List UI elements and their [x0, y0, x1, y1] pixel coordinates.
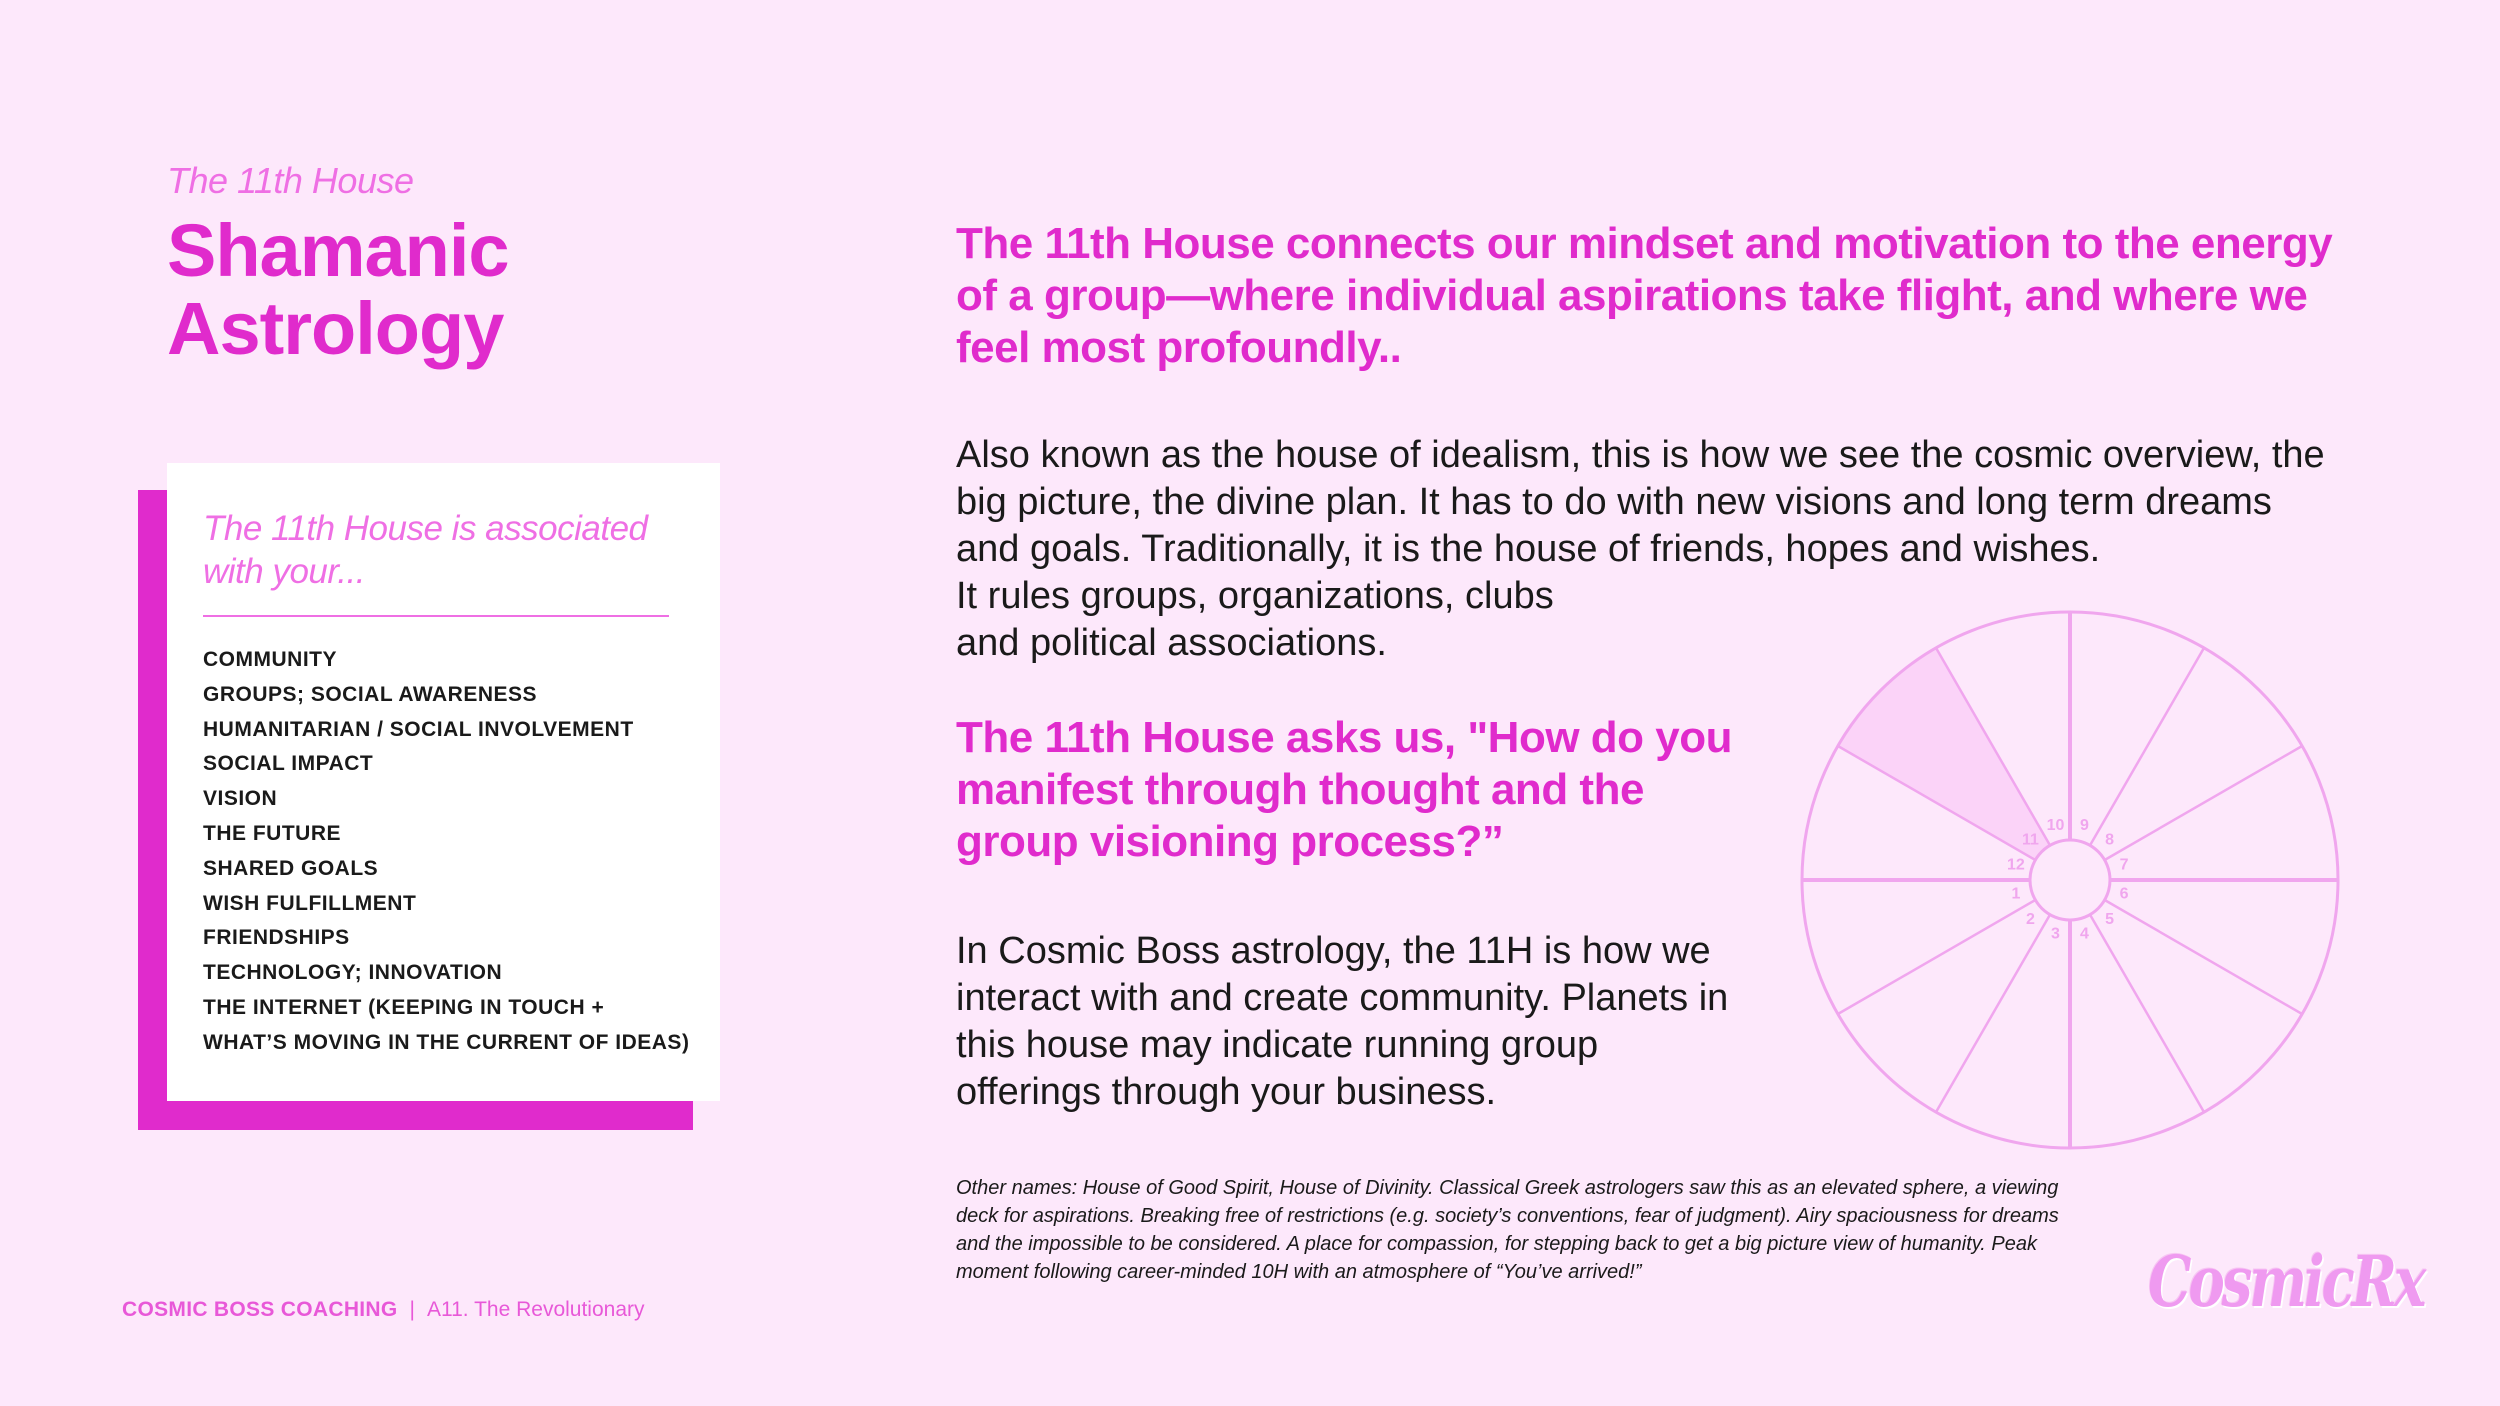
- house-number-label: 10: [2046, 817, 2065, 835]
- house-question: The 11th House asks us, "How do you manifest through thought and the group visioning process?”: [956, 713, 1732, 866]
- list-item: TECHNOLOGY; INNOVATION: [203, 961, 503, 985]
- house-cusp-line: [2105, 746, 2302, 860]
- list-item: THE INTERNET (KEEPING IN TOUCH +: [203, 995, 605, 1019]
- highlighted-house-sector: [1838, 648, 2050, 860]
- list-item: SOCIAL IMPACT: [203, 752, 374, 776]
- cosmic-boss-paragraph: In Cosmic Boss astrology, the 11H is how we interact with and create community. Planets in this house may indicate running group offerings through your business.: [956, 930, 1729, 1113]
- page-title: Shamanic Astrology: [167, 209, 509, 370]
- house-cusp-line: [2105, 900, 2302, 1014]
- house-number-label: 7: [2119, 856, 2129, 874]
- footer-separator: |: [409, 1298, 415, 1321]
- house-cusp-line: [2090, 915, 2204, 1112]
- idealism-tail: It rules groups, organizations, clubs and political associations.: [956, 575, 1554, 664]
- list-item: THE FUTURE: [203, 821, 341, 845]
- house-cusp-line: [2090, 648, 2204, 845]
- other-names-footnote: Other names: House of Good Spirit, House of Divinity. Classical Greek astrologers saw this as an elevated sphere, a viewing deck for aspirations. Breaking free of restrictions (e.g. society’s conventions, fear of judgment). Airy spaciousness for dreams and the impossible to be considered. A place for compassion, for stepping back to get a big picture view of humanity. Peak moment following career-minded 10H with an atmosphere of “You’ve arrived!”: [956, 1177, 2059, 1283]
- list-item: HUMANITARIAN / SOCIAL INVOLVEMENT: [203, 717, 634, 741]
- house-number-label: 9: [2080, 817, 2089, 835]
- list-item: WHAT’S MOVING IN THE CURRENT OF IDEAS): [203, 1030, 690, 1054]
- list-item: VISION: [203, 787, 278, 811]
- house-cusp-line: [1838, 900, 2035, 1014]
- footer: [122, 1298, 645, 1322]
- house-number-label: 8: [2105, 831, 2115, 849]
- list-item: WISH FULFILLMENT: [203, 891, 417, 915]
- house-number-label: 12: [2007, 856, 2025, 874]
- list-item: SHARED GOALS: [203, 856, 379, 880]
- card-divider: [203, 615, 669, 617]
- list-item: COMMUNITY: [203, 648, 337, 671]
- wheel-inner-ring: [2030, 840, 2110, 920]
- cosmicrx-logo: CosmicRx: [2148, 1240, 2424, 1323]
- house-number-label: 6: [2119, 885, 2129, 903]
- house-number-label: 5: [2105, 910, 2115, 928]
- list-item: GROUPS; SOCIAL AWARENESS: [203, 682, 538, 706]
- footer-module: A11. The Revolutionary: [426, 1298, 645, 1321]
- footer-brand: COSMIC BOSS COACHING: [122, 1298, 398, 1321]
- page-eyebrow: The 11th House: [167, 160, 414, 201]
- house-cusp-line: [1936, 915, 2050, 1112]
- card-heading: The 11th House is associated with your...: [203, 509, 648, 591]
- house-number-label: 4: [2080, 925, 2089, 943]
- associations-card: [167, 463, 720, 1101]
- house-number-label: 11: [2021, 831, 2039, 849]
- intro-statement: The 11th House connects our mindset and motivation to the energy of a group—where individual aspirations take flight, and where we feel most profoundly..: [956, 219, 2333, 372]
- idealism-text: Also known as the house of idealism, this is how we see the cosmic overview, the big picture, the divine plan. It has to do with new visions and long term dreams and goals. Traditionally, it is the house of friends, hopes and wishes.: [956, 434, 2325, 570]
- association-list: [203, 643, 690, 1061]
- house-number-label: 3: [2051, 925, 2060, 943]
- house-number-label: 1: [2011, 885, 2021, 903]
- house-wheel-chart: [1790, 610, 2350, 1170]
- list-item: FRIENDSHIPS: [203, 926, 350, 950]
- house-number-label: 2: [2025, 910, 2035, 928]
